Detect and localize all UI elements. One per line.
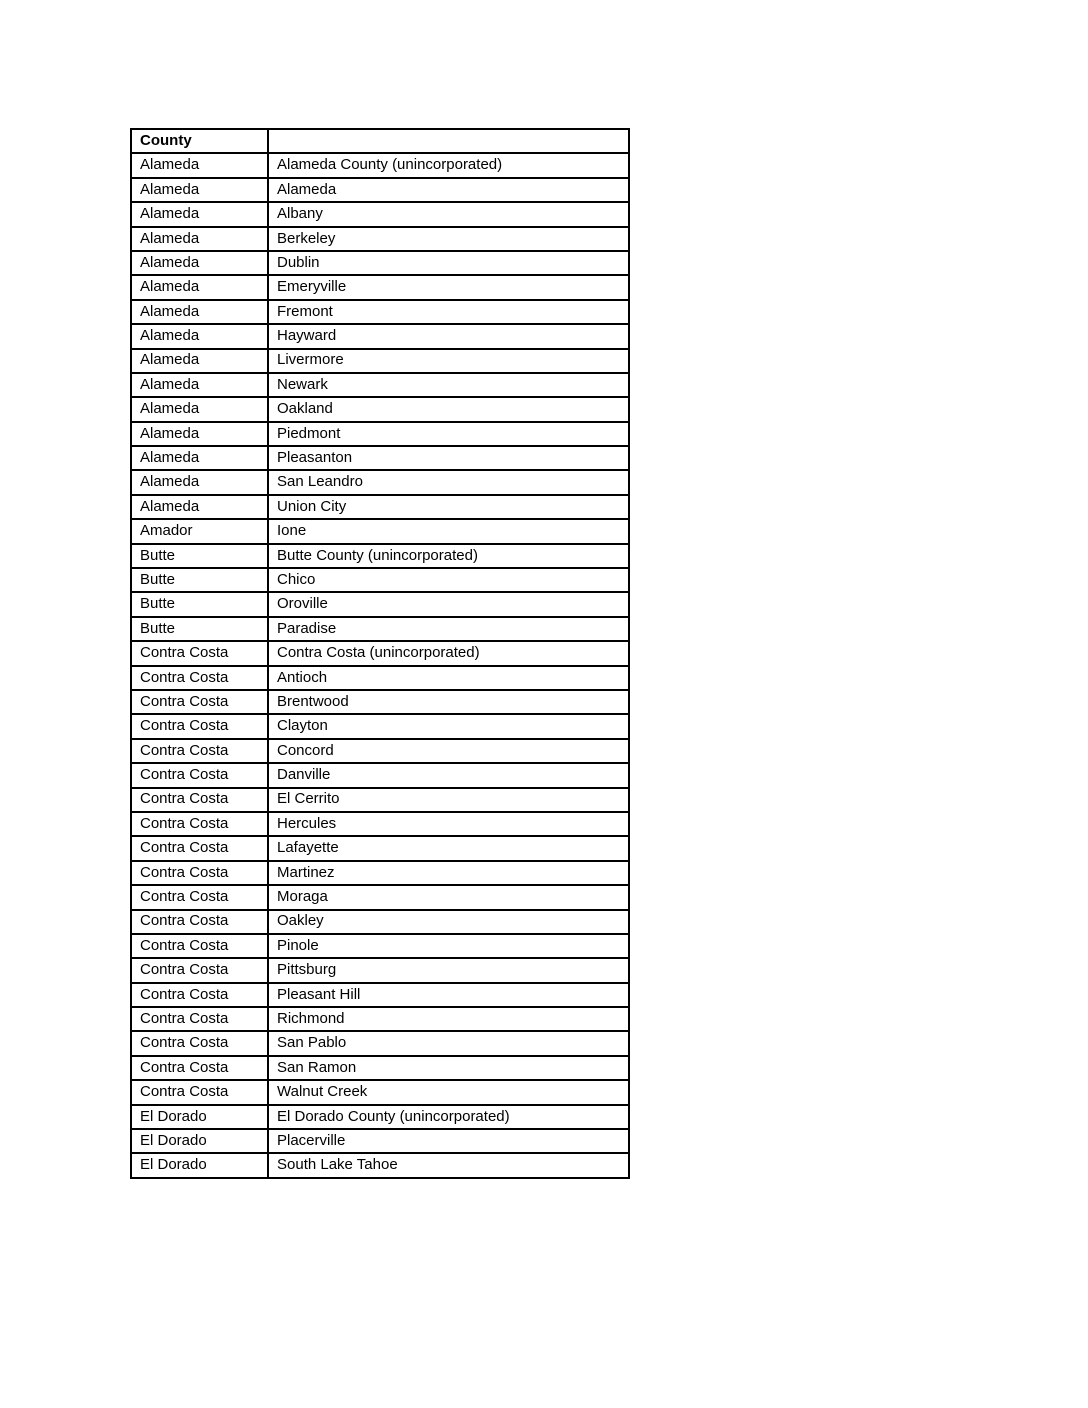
table-row bbox=[131, 422, 629, 446]
city-cell: San Pablo bbox=[268, 1031, 629, 1055]
table-row bbox=[131, 227, 629, 251]
city-cell: El Dorado County (unincorporated) bbox=[268, 1105, 629, 1129]
table-row bbox=[131, 1056, 629, 1080]
table-row bbox=[131, 666, 629, 690]
table-row bbox=[131, 1031, 629, 1055]
county-cell: Contra Costa bbox=[131, 1031, 268, 1055]
county-cell: Contra Costa bbox=[131, 1056, 268, 1080]
county-cell: Contra Costa bbox=[131, 739, 268, 763]
table-row bbox=[131, 812, 629, 836]
city-cell: Albany bbox=[268, 202, 629, 226]
county-cell: Alameda bbox=[131, 227, 268, 251]
city-cell: El Cerrito bbox=[268, 788, 629, 812]
county-cell: Butte bbox=[131, 617, 268, 641]
county-column-header: County bbox=[131, 129, 268, 153]
table-row bbox=[131, 1129, 629, 1153]
table-row bbox=[131, 324, 629, 348]
table-row bbox=[131, 1105, 629, 1129]
city-cell: Piedmont bbox=[268, 422, 629, 446]
city-cell: San Leandro bbox=[268, 470, 629, 494]
city-cell: Richmond bbox=[268, 1007, 629, 1031]
table-row bbox=[131, 1080, 629, 1104]
table-row bbox=[131, 714, 629, 738]
county-cell: Contra Costa bbox=[131, 788, 268, 812]
county-cell: Contra Costa bbox=[131, 983, 268, 1007]
table-row bbox=[131, 910, 629, 934]
table-row bbox=[131, 568, 629, 592]
table-row bbox=[131, 178, 629, 202]
city-cell: Moraga bbox=[268, 885, 629, 909]
table-row bbox=[131, 495, 629, 519]
county-cell: Alameda bbox=[131, 275, 268, 299]
table-row bbox=[131, 885, 629, 909]
county-cell: Alameda bbox=[131, 202, 268, 226]
table-row bbox=[131, 763, 629, 787]
county-city-table bbox=[130, 128, 630, 1179]
table-row bbox=[131, 861, 629, 885]
city-cell: Oakley bbox=[268, 910, 629, 934]
table-row bbox=[131, 470, 629, 494]
county-cell: El Dorado bbox=[131, 1129, 268, 1153]
county-cell: Alameda bbox=[131, 495, 268, 519]
table-row bbox=[131, 300, 629, 324]
table-row bbox=[131, 1153, 629, 1177]
table-row bbox=[131, 519, 629, 543]
county-cell: Contra Costa bbox=[131, 836, 268, 860]
city-cell: Pittsburg bbox=[268, 958, 629, 982]
table-row bbox=[131, 153, 629, 177]
county-cell: Contra Costa bbox=[131, 910, 268, 934]
city-cell: Walnut Creek bbox=[268, 1080, 629, 1104]
city-cell: Livermore bbox=[268, 349, 629, 373]
table-row bbox=[131, 934, 629, 958]
city-cell: Concord bbox=[268, 739, 629, 763]
table-row bbox=[131, 788, 629, 812]
table-header-row bbox=[131, 129, 629, 153]
city-cell: Alameda bbox=[268, 178, 629, 202]
city-cell: Chico bbox=[268, 568, 629, 592]
county-cell: Alameda bbox=[131, 153, 268, 177]
city-cell: Oakland bbox=[268, 397, 629, 421]
city-cell: Butte County (unincorporated) bbox=[268, 544, 629, 568]
city-cell: Clayton bbox=[268, 714, 629, 738]
table-row bbox=[131, 251, 629, 275]
city-cell: Oroville bbox=[268, 592, 629, 616]
table-row bbox=[131, 349, 629, 373]
city-cell: Pinole bbox=[268, 934, 629, 958]
county-cell: Amador bbox=[131, 519, 268, 543]
city-cell: Contra Costa (unincorporated) bbox=[268, 641, 629, 665]
county-cell: Contra Costa bbox=[131, 1007, 268, 1031]
table-body bbox=[131, 153, 629, 1177]
city-cell: Antioch bbox=[268, 666, 629, 690]
city-cell: Hayward bbox=[268, 324, 629, 348]
county-cell: Contra Costa bbox=[131, 885, 268, 909]
table-row bbox=[131, 641, 629, 665]
table-row bbox=[131, 373, 629, 397]
city-cell: Paradise bbox=[268, 617, 629, 641]
city-cell: Pleasanton bbox=[268, 446, 629, 470]
county-cell: Contra Costa bbox=[131, 714, 268, 738]
county-cell: Contra Costa bbox=[131, 861, 268, 885]
county-cell: Contra Costa bbox=[131, 958, 268, 982]
city-cell: Emeryville bbox=[268, 275, 629, 299]
county-cell: Contra Costa bbox=[131, 666, 268, 690]
county-cell: Alameda bbox=[131, 470, 268, 494]
county-cell: Contra Costa bbox=[131, 1080, 268, 1104]
city-cell: Berkeley bbox=[268, 227, 629, 251]
table-row bbox=[131, 617, 629, 641]
city-cell: Martinez bbox=[268, 861, 629, 885]
city-cell: Dublin bbox=[268, 251, 629, 275]
county-cell: Alameda bbox=[131, 446, 268, 470]
city-cell: Pleasant Hill bbox=[268, 983, 629, 1007]
city-cell: Hercules bbox=[268, 812, 629, 836]
county-cell: Contra Costa bbox=[131, 690, 268, 714]
table-row bbox=[131, 592, 629, 616]
table-row bbox=[131, 1007, 629, 1031]
table-row bbox=[131, 544, 629, 568]
city-cell: Union City bbox=[268, 495, 629, 519]
table-row bbox=[131, 446, 629, 470]
city-cell: Brentwood bbox=[268, 690, 629, 714]
county-cell: Alameda bbox=[131, 324, 268, 348]
table-row bbox=[131, 397, 629, 421]
table-row bbox=[131, 739, 629, 763]
city-column-header bbox=[268, 129, 629, 153]
city-cell: Fremont bbox=[268, 300, 629, 324]
city-cell: Alameda County (unincorporated) bbox=[268, 153, 629, 177]
table-row bbox=[131, 983, 629, 1007]
county-cell: Alameda bbox=[131, 251, 268, 275]
county-cell: Butte bbox=[131, 544, 268, 568]
county-cell: Contra Costa bbox=[131, 934, 268, 958]
county-cell: Alameda bbox=[131, 349, 268, 373]
county-cell: El Dorado bbox=[131, 1105, 268, 1129]
table-row bbox=[131, 690, 629, 714]
city-cell: Lafayette bbox=[268, 836, 629, 860]
county-cell: Alameda bbox=[131, 397, 268, 421]
county-cell: Butte bbox=[131, 592, 268, 616]
county-cell: Contra Costa bbox=[131, 641, 268, 665]
county-cell: Alameda bbox=[131, 373, 268, 397]
county-cell: Contra Costa bbox=[131, 763, 268, 787]
city-cell: San Ramon bbox=[268, 1056, 629, 1080]
county-cell: Alameda bbox=[131, 178, 268, 202]
table-row bbox=[131, 958, 629, 982]
city-cell: Ione bbox=[268, 519, 629, 543]
county-cell: Alameda bbox=[131, 300, 268, 324]
county-cell: El Dorado bbox=[131, 1153, 268, 1177]
table-row bbox=[131, 836, 629, 860]
city-cell: Placerville bbox=[268, 1129, 629, 1153]
city-cell: Danville bbox=[268, 763, 629, 787]
city-cell: Newark bbox=[268, 373, 629, 397]
table-row bbox=[131, 275, 629, 299]
table-row bbox=[131, 202, 629, 226]
county-cell: Alameda bbox=[131, 422, 268, 446]
county-cell: Butte bbox=[131, 568, 268, 592]
city-cell: South Lake Tahoe bbox=[268, 1153, 629, 1177]
county-cell: Contra Costa bbox=[131, 812, 268, 836]
